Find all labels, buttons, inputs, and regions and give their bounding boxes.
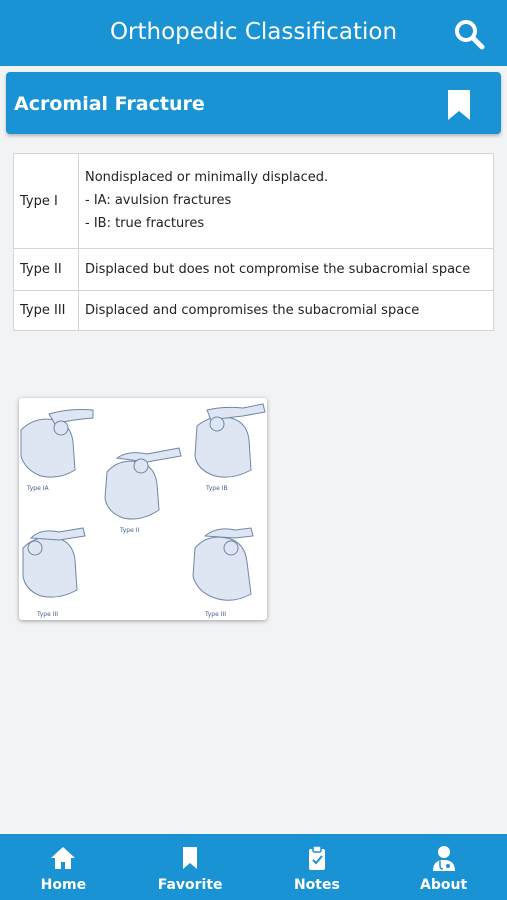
nav-favorite[interactable] xyxy=(127,834,254,900)
type-cell: Type III xyxy=(14,291,79,331)
doctor-icon xyxy=(431,845,457,871)
bookmark-icon xyxy=(177,845,203,871)
description-line: - IA: avulsion fractures xyxy=(85,193,232,208)
table-row xyxy=(14,154,494,249)
type-cell: Type II xyxy=(14,249,79,291)
table-row xyxy=(14,291,494,331)
nav-home[interactable] xyxy=(0,834,127,900)
description-cell: Displaced and compromises the subacromial space xyxy=(79,291,494,331)
nav-notes[interactable] xyxy=(254,834,381,900)
nav-label: Favorite xyxy=(157,877,223,893)
nav-label: About xyxy=(420,877,468,893)
search-icon[interactable] xyxy=(453,18,485,50)
figure-label: Type IB xyxy=(206,485,228,492)
fracture-diagram xyxy=(19,398,267,620)
figure-label: Type II xyxy=(120,527,140,534)
app-title: Orthopedic Classification xyxy=(109,19,398,45)
description-line: Nondisplaced or minimally displaced. xyxy=(85,170,329,185)
nav-label: Home xyxy=(40,877,87,893)
app-bar xyxy=(0,0,507,66)
description-line: - IB: true fractures xyxy=(85,216,205,231)
classification-table xyxy=(13,153,494,331)
fracture-title: Acromial Fracture xyxy=(14,93,205,115)
fracture-header xyxy=(6,72,501,134)
home-icon xyxy=(50,845,76,871)
type-cell: Type I xyxy=(14,154,79,249)
nav-label: Notes xyxy=(293,877,340,893)
clipboard-icon xyxy=(304,845,330,871)
figure-label: Type III xyxy=(37,611,58,618)
figure-label: Type IA xyxy=(27,485,49,492)
bookmark-icon[interactable] xyxy=(447,89,471,121)
classification-figure[interactable] xyxy=(19,398,267,620)
description-cell: Displaced but does not compromise the subacromial space xyxy=(79,249,494,291)
figure-label: Type III xyxy=(205,611,226,618)
description-cell xyxy=(79,154,494,249)
table-row xyxy=(14,249,494,291)
bottom-nav xyxy=(0,834,507,900)
nav-about[interactable] xyxy=(380,834,507,900)
